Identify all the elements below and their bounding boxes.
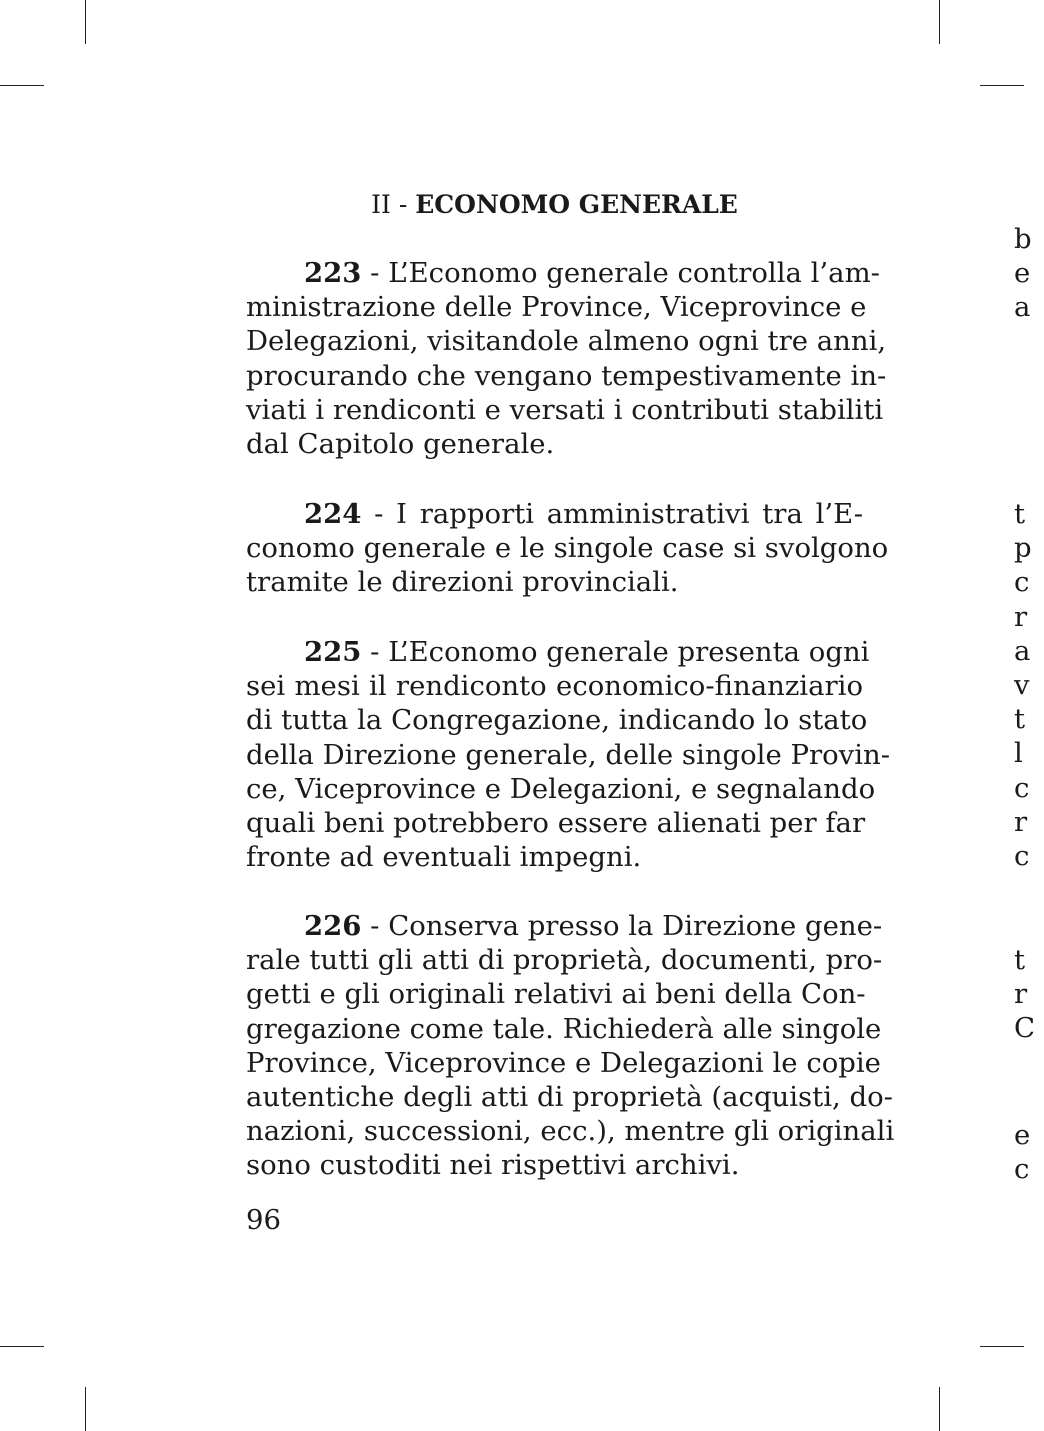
article-number: 225	[304, 636, 362, 668]
fragment-letter: c	[1014, 1153, 1030, 1186]
fragment-letter: r	[1014, 600, 1028, 633]
article-225	[246, 635, 891, 874]
fragment-letter: c	[1014, 840, 1030, 873]
crop-mark-top-right-vertical	[939, 0, 940, 44]
next-page-fragment-group-1	[1014, 222, 1044, 325]
article-line: della Direzione generale, delle singole Provin-	[246, 738, 891, 771]
article-line: procurando che vengano tempestivamente in-	[246, 359, 887, 392]
article-line: sono custoditi nei rispettivi archivi.	[246, 1149, 740, 1182]
article-line: Delegazioni, visitandole almeno ogni tre anni,	[246, 325, 887, 358]
article-line: ministrazione delle Province, Viceprovince e	[246, 291, 867, 324]
fragment-letter: t	[1014, 498, 1026, 530]
fragment-letter: t	[1014, 944, 1026, 976]
fragment-letter: v	[1014, 669, 1030, 702]
fragment-letter: c	[1014, 771, 1030, 804]
fragment-letter: C	[1014, 1012, 1036, 1045]
article-line: fronte ad eventuali impegni.	[246, 841, 642, 874]
crop-mark-bottom-right-horizontal	[980, 1346, 1024, 1347]
article-line: rale tutti gli atti di proprietà, documenti, pro-	[246, 944, 883, 977]
article-number: 224	[304, 498, 362, 530]
section-title: ECONOMO GENERALE	[415, 190, 738, 219]
article-line: getti e gli originali relativi ai beni della Con-	[246, 978, 866, 1011]
fragment-letter: l	[1014, 737, 1023, 770]
article-number: 223	[304, 257, 362, 289]
article-224	[246, 497, 889, 600]
crop-mark-bottom-left-horizontal	[0, 1346, 44, 1347]
article-line: 225 - L’Economo generale presenta ogni	[304, 636, 870, 668]
article-line: Province, Viceprovince e Delegazioni le copie	[246, 1046, 881, 1079]
article-line: autentiche degli atti di proprietà (acquisti, do-	[246, 1081, 893, 1114]
fragment-letter: p	[1014, 532, 1032, 565]
article-number: 226	[304, 910, 362, 942]
crop-mark-top-left-horizontal	[0, 85, 44, 86]
section-heading	[246, 188, 863, 222]
article-line: di tutta la Congregazione, indicando lo stato	[246, 704, 868, 737]
fragment-letter: r	[1014, 978, 1028, 1011]
article-line: 226 - Conserva presso la Direzione gene-	[304, 910, 883, 942]
fragment-letter: r	[1014, 805, 1028, 838]
fragment-letter: c	[1014, 566, 1030, 599]
fragment-letter: e	[1014, 1119, 1031, 1151]
article-line: 224 - I rapporti amministrativi tra l’E-	[304, 498, 863, 530]
article-line: conomo generale e le singole case si svolgono	[246, 532, 889, 565]
fragment-letter: b	[1014, 223, 1032, 255]
next-page-fragment-group-4	[1014, 1118, 1044, 1186]
article-223	[246, 256, 887, 461]
article-line: gregazione come tale. Richiederà alle singole	[246, 1012, 882, 1045]
article-226	[246, 909, 895, 1183]
fragment-letter: t	[1014, 703, 1026, 736]
section-prefix: II -	[371, 190, 408, 219]
next-page-fragment-group-3	[1014, 943, 1044, 1046]
article-line: quali beni potrebbero essere alienati per far	[246, 807, 866, 840]
article-line: 223 - L’Economo generale controlla l’am-	[304, 257, 880, 289]
crop-mark-top-left-vertical	[85, 0, 86, 44]
page-number: 96	[246, 1204, 281, 1236]
fragment-letter: a	[1014, 291, 1031, 324]
crop-mark-bottom-left-vertical	[85, 1387, 86, 1431]
article-line: sei mesi il rendiconto economico-finanziario	[246, 670, 863, 703]
article-line: dal Capitolo generale.	[246, 428, 555, 461]
article-line: ce, Viceprovince e Delegazioni, e segnalando	[246, 772, 876, 805]
article-line: nazioni, successioni, ecc.), mentre gli originali	[246, 1115, 895, 1148]
next-page-fragment-group-2	[1014, 497, 1044, 873]
article-line: tramite le direzioni provinciali.	[246, 566, 679, 599]
fragment-letter: e	[1014, 257, 1031, 290]
article-line: viati i rendiconti e versati i contributi stabiliti	[246, 393, 884, 426]
fragment-letter: a	[1014, 634, 1031, 667]
crop-mark-bottom-right-vertical	[939, 1387, 940, 1431]
crop-mark-top-right-horizontal	[980, 85, 1024, 86]
